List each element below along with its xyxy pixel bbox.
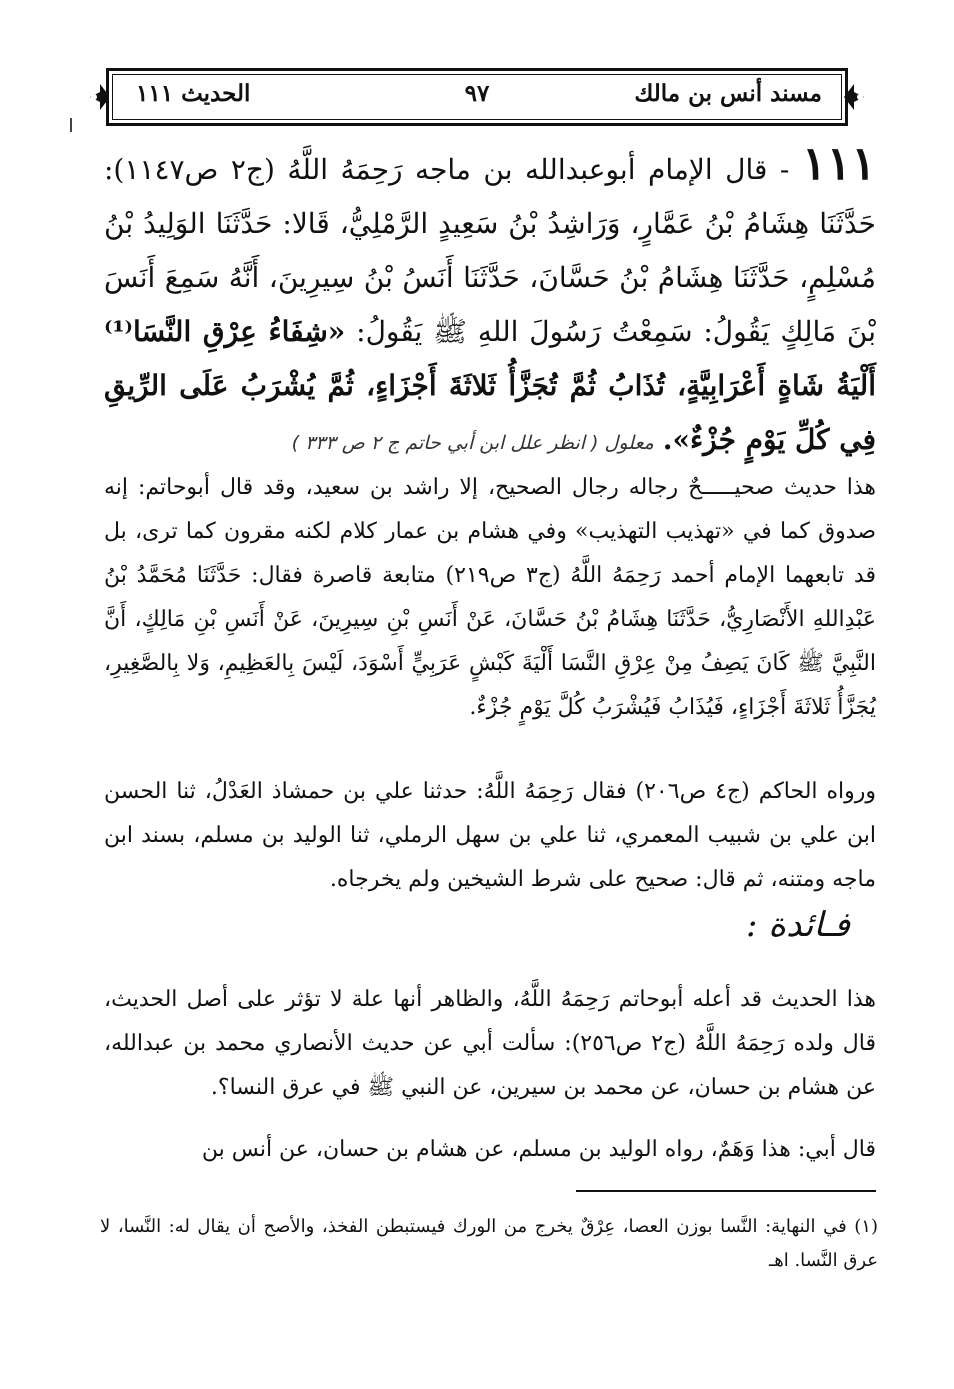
hadith-intro: - قال الإمام أبوعبدالله بن ماجه رَحِمَهُ اللَّهُ (ج٢ ص١١٤٧): (104, 153, 790, 186)
paragraph-faida: هذا الحديث قد أعله أبوحاتم رَحِمَهُ اللَّهُ، والظاهر أنها علة لا تؤثر على أصل الحديث، قال ولده رَحِمَهُ اللَّهُ (ج٢ ص٢٥٦): سألت أبي عن حديث الأنصاري محمد بن عبدالله، عن هشام بن حسان، عن محمد بن سيرين، عن النبي ﷺ في عرق النسا؟. (104, 987, 876, 1100)
handwritten-note: معلول ( انظر علل ابن أبي حاتم ج ٢ ص ٣٣٣ ) (291, 432, 654, 454)
hadith-number: ١١١ (801, 136, 876, 190)
book-title: مسند أنس بن مالك (634, 80, 822, 107)
hadith-label: الحديث ١١١ (136, 80, 251, 107)
faida-heading: فـائدة : (746, 905, 850, 945)
page-number: ٩٧ (464, 80, 490, 107)
paragraph-hakim: ورواه الحاكم (ج٤ ص٢٠٦) فقال رَحِمَهُ اللَّهُ: حدثنا علي بن حمشاذ العَدْلُ، ثنا الحسن ابن علي بن شبيب المعمري، ثنا علي بن سهل الرملي، ثنا الوليد بن مسلم، بسند ابن ماجه ومتنه، ثم قال: صحيح على شرط الشيخين ولم يخرجاه. (104, 779, 876, 892)
hadith-text: حَدَّثَنَا هِشَامُ بْنُ عَمَّارٍ، وَرَاشِدُ بْنُ سَعِيدٍ الرَّمْلِيُّ، قَالا: حَدَّثَنَا الوَلِيدُ بْنُ مُسْلِمٍ، حَدَّثَنَا هِشَامُ بْنُ حَسَّانَ، حَدَّثَنَا أَنَسُ بْنُ سِيرِينَ، أَنَّهُ سَمِعَ أَنَسَ بْنَ مَالِكٍ يَقُولُ: سَمِعْتُ رَسُولَ اللهِ ﷺ يَقُولُ: (104, 207, 877, 348)
margin-mark (70, 118, 72, 132)
hadith-block (104, 136, 876, 470)
ornament-right-icon (842, 80, 868, 114)
page-header (86, 68, 868, 126)
paragraph-grading: هذا حديث صحيـــــحٌ رجاله رجال الصحيح، إلا راشد بن سعيد، وقد قال أبوحاتم: إنه صدوق كما في «تهذيب التهذيب» وفي هشام بن عمار كلام لكنه مقرون كما ترى، بل قد تابعهما الإمام أحمد رَحِمَهُ اللَّهُ (ج٣ ص٢١٩) متابعة قاصرة فقال: حَدَّثَنَا مُحَمَّدُ بْنُ عَبْدِاللهِ الأَنْصَارِيُّ، حَدَّثَنَا هِشَامُ بْنُ حَسَّانَ، عَنْ أَنَسِ بْنِ سِيرِينَ، عَنْ أَنَسِ بْنِ مَالِكٍ، أَنَّ النَّبِيَّ ﷺ كَانَ يَصِفُ مِنْ عِرْقِ النَّسَا أَلْيَةَ كَبْشٍ عَرَبِيٍّ أَسْوَدَ، لَيْسَ بِالعَظِيمِ، وَلا بِالصَّغِيرِ، يُجَزَّأُ ثَلاثَةَ أَجْزَاءٍ، فَيُذَابُ فَيُشْرَبُ كُلَّ يَوْمٍ جُزْءٌ. (104, 475, 876, 720)
footnote: (١) في النهاية: النَّسا بوزن العصا، عِرْقٌ يخرج من الورك فيستبطن الفخذ، والأصح أن يقال له: النَّسا، لا عرق النَّسا. اهـ (100, 1216, 878, 1271)
footnote-divider (576, 1190, 876, 1192)
paragraph-abi: قال أبي: هذا وَهَمٌ، رواه الوليد بن مسلم، عن هشام بن حسان، عن أنس بن (201, 1137, 876, 1162)
hadith-matn: «شِفَاءُ عِرْقِ النَّسَا⁽¹⁾ أَلْيَةُ شَاةٍ أَعْرَابِيَّةٍ، تُذَابُ ثُمَّ تُجَزَّأُ ثَلاثَةَ أَجْزَاءٍ، ثُمَّ يُشْرَبُ عَلَى الرِّيقِ فِي كُلِّ يَوْمٍ جُزْءٌ». (104, 315, 876, 456)
